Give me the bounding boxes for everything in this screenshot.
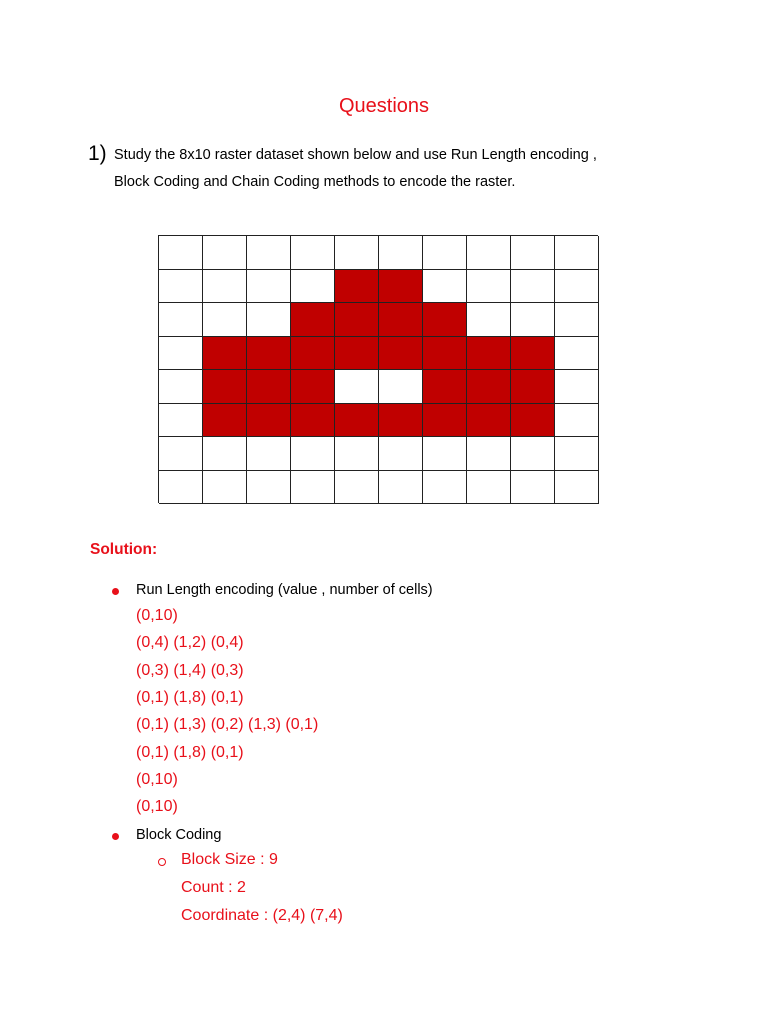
raster-cell-filled [467, 370, 511, 404]
raster-cell-empty [379, 471, 423, 505]
raster-cell-filled [467, 404, 511, 438]
raster-cell-filled [291, 370, 335, 404]
raster-cell-empty [379, 236, 423, 270]
raster-cell-empty [423, 471, 467, 505]
raster-cell-empty [511, 471, 555, 505]
raster-cell-filled [379, 303, 423, 337]
rle-label: Run Length encoding (value , number of cells) [136, 582, 433, 598]
raster-cell-empty [555, 471, 599, 505]
raster-cell-empty [335, 236, 379, 270]
question-number: 1) [88, 142, 107, 165]
raster-cell-filled [423, 404, 467, 438]
bullet-icon [112, 588, 119, 595]
raster-cell-filled [335, 303, 379, 337]
raster-cell-empty [291, 270, 335, 304]
raster-cell-empty [511, 270, 555, 304]
raster-cell-empty [423, 270, 467, 304]
raster-cell-filled [379, 337, 423, 371]
raster-cell-empty [203, 437, 247, 471]
raster-cell-empty [379, 437, 423, 471]
rle-line: (0,1) (1,8) (0,1) [136, 743, 244, 761]
raster-cell-empty [423, 437, 467, 471]
raster-cell-filled [423, 370, 467, 404]
raster-cell-empty [159, 337, 203, 371]
raster-cell-empty [511, 236, 555, 270]
raster-cell-empty [335, 370, 379, 404]
rle-line: (0,10) [136, 607, 178, 624]
block-size: Block Size : 9 [181, 851, 278, 868]
raster-cell-filled [511, 370, 555, 404]
raster-cell-empty [291, 236, 335, 270]
raster-cell-empty [247, 471, 291, 505]
rle-line: (0,3) (1,4) (0,3) [136, 661, 244, 679]
raster-cell-empty [159, 471, 203, 505]
raster-cell-empty [291, 437, 335, 471]
raster-cell-empty [203, 471, 247, 505]
raster-cell-filled [423, 337, 467, 371]
raster-cell-empty [247, 437, 291, 471]
raster-cell-empty [467, 236, 511, 270]
raster-cell-filled [511, 404, 555, 438]
raster-cell-empty [555, 303, 599, 337]
raster-cell-empty [467, 437, 511, 471]
raster-cell-empty [511, 303, 555, 337]
raster-cell-empty [467, 270, 511, 304]
raster-cell-empty [335, 437, 379, 471]
circle-bullet-icon [158, 858, 166, 866]
raster-cell-filled [467, 337, 511, 371]
raster-cell-empty [159, 404, 203, 438]
raster-cell-filled [291, 303, 335, 337]
raster-cell-empty [555, 236, 599, 270]
raster-cell-empty [247, 236, 291, 270]
raster-cell-filled [335, 404, 379, 438]
raster-cell-empty [291, 471, 335, 505]
raster-cell-empty [511, 437, 555, 471]
raster-cell-empty [555, 404, 599, 438]
raster-cell-filled [511, 337, 555, 371]
raster-cell-filled [335, 337, 379, 371]
raster-cell-empty [159, 236, 203, 270]
rle-line: (0,1) (1,8) (0,1) [136, 688, 244, 706]
raster-cell-empty [159, 437, 203, 471]
raster-cell-filled [247, 337, 291, 371]
block-coordinate: Coordinate : (2,4) (7,4) [181, 907, 343, 924]
rle-line: (0,1) (1,3) (0,2) (1,3) (0,1) [136, 716, 319, 734]
raster-cell-filled [203, 337, 247, 371]
raster-cell-filled [291, 404, 335, 438]
rle-line: (0,10) [136, 798, 178, 816]
raster-cell-empty [159, 303, 203, 337]
raster-cell-filled [379, 404, 423, 438]
raster-cell-filled [335, 270, 379, 304]
raster-cell-empty [379, 370, 423, 404]
raster-cell-empty [159, 370, 203, 404]
raster-cell-empty [203, 270, 247, 304]
raster-cell-filled [203, 370, 247, 404]
raster-cell-empty [335, 471, 379, 505]
raster-cell-filled [379, 270, 423, 304]
raster-cell-filled [247, 404, 291, 438]
raster-cell-empty [467, 303, 511, 337]
raster-cell-empty [247, 270, 291, 304]
raster-cell-empty [203, 303, 247, 337]
raster-cell-filled [291, 337, 335, 371]
raster-cell-empty [159, 270, 203, 304]
raster-cell-filled [247, 370, 291, 404]
block-count: Count : 2 [181, 879, 246, 896]
raster-cell-filled [203, 404, 247, 438]
rle-line: (0,10) [136, 770, 178, 788]
raster-cell-empty [203, 236, 247, 270]
raster-cell-filled [423, 303, 467, 337]
block-coding-label: Block Coding [136, 827, 222, 843]
page-title: Questions [338, 95, 430, 117]
solution-heading: Solution: [90, 541, 158, 558]
raster-cell-empty [423, 236, 467, 270]
raster-cell-empty [247, 303, 291, 337]
rle-line: (0,4) (1,2) (0,4) [136, 634, 244, 652]
raster-grid [158, 235, 598, 503]
raster-cell-empty [555, 337, 599, 371]
raster-cell-empty [467, 471, 511, 505]
question-text-line-1: Study the 8x10 raster dataset shown below and use Run Length encoding , [114, 147, 597, 163]
raster-cell-empty [555, 437, 599, 471]
bullet-icon [112, 833, 119, 840]
raster-cell-empty [555, 370, 599, 404]
question-text-line-2: Block Coding and Chain Coding methods to encode the raster. [114, 174, 516, 190]
raster-cell-empty [555, 270, 599, 304]
